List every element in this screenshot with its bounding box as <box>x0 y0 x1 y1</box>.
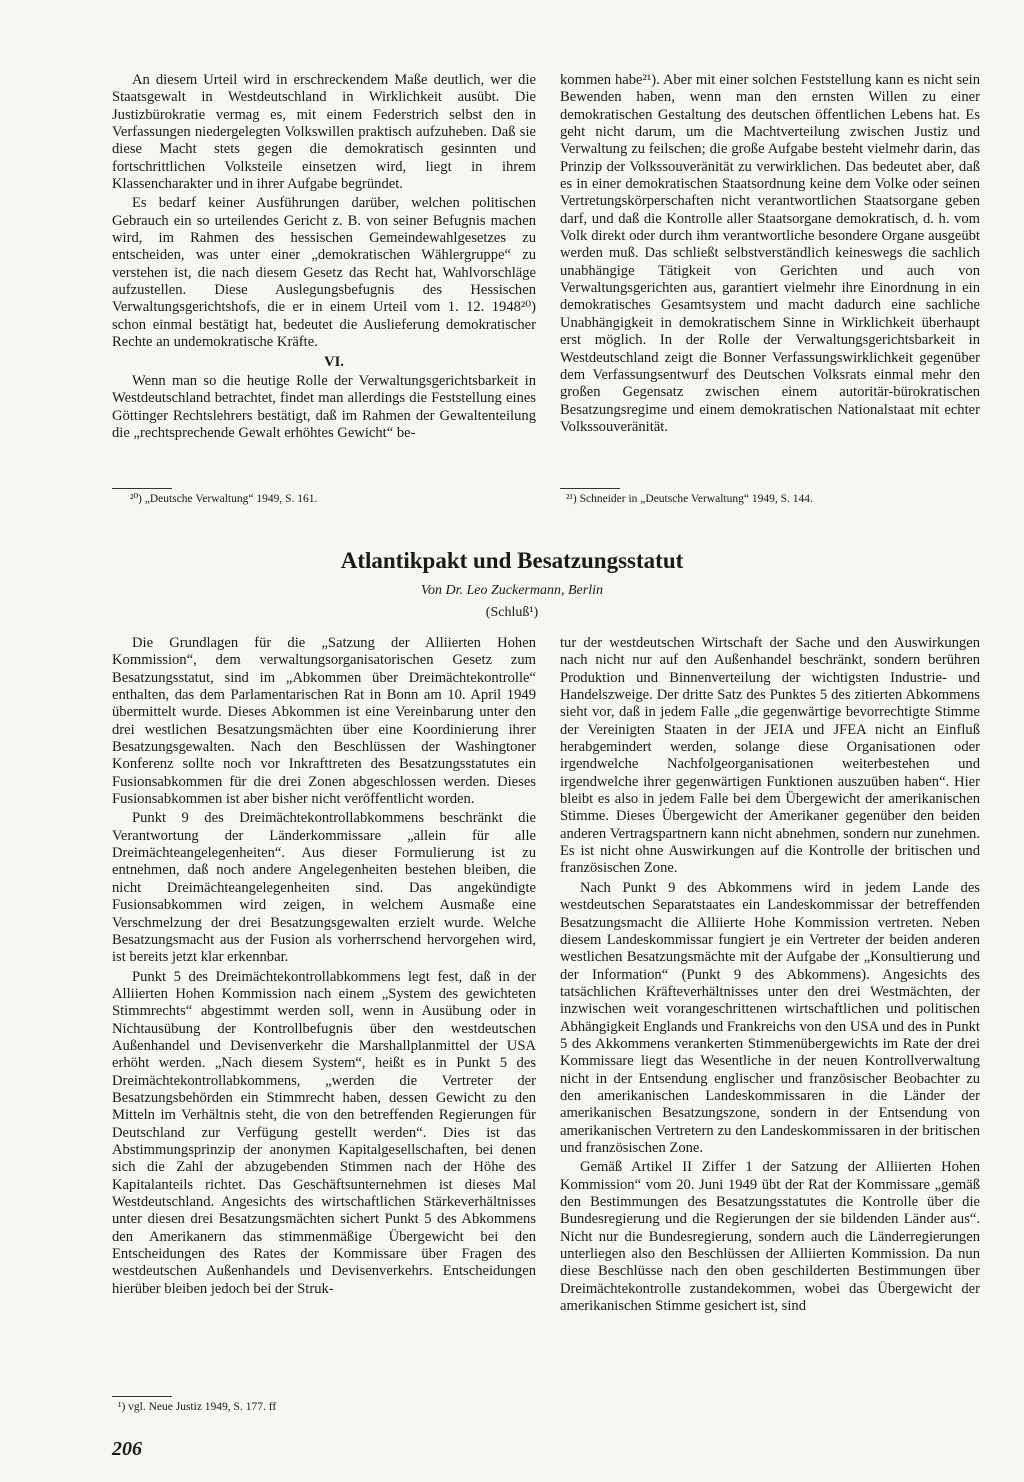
bottom-right-column <box>560 635 980 1315</box>
footnote-rule <box>560 488 620 489</box>
paragraph: Punkt 9 des Dreimächtekontrollabkommens beschränkt die Verantwortung der Länderkommissare „allein für alle Dreimächteangelegenheiten“. Aus dieser Formulierung ist zu entnehmen, daß noch andere Angelegenheiten bestehen bleiben, die nicht Dreimächteangelegenheiten sind. Das angekündigte Fusionsabkommen wird zeigen, in welchem Ausmaße eine Verschmelzung der drei Besatzungsgewalten erzielt wurde. Welche Besatzungsmacht aus der Fusion als vorherrschend hervorgehen wird, ist bereits jetzt klar erkennbar. <box>112 810 536 966</box>
paragraph: Wenn man so die heutige Rolle der Verwaltungsgerichtsbarkeit in Westdeutschland betrachtet, findet man allerdings die Feststellung eines Göttinger Rechtslehrers bestätigt, daß im Rahmen der Gewaltenteilung die „rechtsprechende Gewalt erhöhtes Gewicht“ be- <box>112 372 536 441</box>
paragraph: tur der westdeutschen Wirtschaft der Sache und den Auswirkungen nach nicht nur auf den Außenhandel beschränkt, sondern berühren Produktion und Binnenverteilung der wichtigsten Industrie- und Handelszweige. Der dritte Satz des Punktes 5 des zitierten Abkommens sieht vor, daß in jedem Falle „die gegenwärtige bevorrechtigte Stimme der Vereinigten Staaten in der JEIA und JFEA nicht an Einfluß herabgemindert werden, solange diese Organisationen oder irgendwelche Nachfolgeorganisationen weiterbestehen und irgendwelche ihrer gegenwärtigen Funktionen auszuüben haben“. Hier bleibt es also in jedem Falle bei dem Übergewicht der amerikanischen Stimme. Dieses Übergewicht der Amerikaner gegenüber den beiden anderen Vertragspartnern kann nicht abnehmen, sondern nur zunehmen. Es ist nicht ohne Auswirkungen auf die Kontrolle der britischen und französischen Zone. <box>560 635 980 877</box>
article-byline: Von Dr. Leo Zuckermann, Berlin <box>421 583 603 598</box>
paragraph: Nach Punkt 9 des Abkommens wird in jedem Lande des westdeutschen Separatstaates ein Landeskommissar der betreffenden Besatzungsmacht die Alliierte Hohe Kommission vertreten. Neben diesem Landeskommissar fungiert je ein Vertreter der beiden anderen westlichen Besatzungsmächte mit der Aufgabe der „Konsultierung und der Information“ (Punkt 9 des Abkommens). Angesichts des tatsächlichen Kräfteverhältnisses unter den drei Westmächten, der inzwischen weit vorangeschrittenen wirtschaftlichen und politischen Abhängigkeit Englands und Frankreichs von den USA und des in Punkt 5 des Akkommens verankerten Stimmenübergewichts im Rate der drei Kommissare liegt das Wesentliche in der neuen Kontrollverwaltung nicht in der Entsendung englischer und französischer Beobachter zu den amerikanischen Landeskommissaren in die Länder der amerikanischen Besatzungszone, sondern in der Entsendung von amerikanischen Vertretern zu den Landeskommissaren in der britischen und französischen Zone. <box>560 879 980 1156</box>
paragraph: Punkt 5 des Dreimächtekontrollabkommens legt fest, daß in der Alliierten Hohen Kommission nach einem „System des gewichteten Stimmrechts“ abgestimmt werden soll, wenn in Ausübung oder in Nichtausübung der Kontrollbefugnis über den westdeutschen Außenhandel und Devisenverkehr die Marshallplanmittel der USA erhöht werden. „Nach diesem System“, heißt es in Punkt 5 des Dreimächtekontrollabkommens, „werden die Vertreter der Besatzungsbehörden ein Stimmrecht haben, dessen Gewicht zu den Mitteln im Verhältnis steht, die von den betreffenden Regierungen für Deutschland zur Verfügung gestellt werden“. Dies ist das Abstimmungsprinzip der anonymen Kapitalgesellschaften, bei denen sich die Zahl der abzugebenden Stimmen nach der Höhe des Kapitalanteils richtet. Das Geschäftsunternehmen ist dieses Mal Westdeutschland. Angesichts des wirtschaftlichen Stärkeverhältnisses unter diesen drei Besatzungsmächten sichert Punkt 5 des Abkommens den Amerikanern das stimmenmäßige Übergewicht bei den Entscheidungen des Rates der Kommissare über Fragen des westdeutschen Außenhandels und Devisenverkehrs. Entscheidungen hierüber bleiben jedoch bei der Struk- <box>112 968 536 1297</box>
footnote-rule <box>112 1396 172 1397</box>
paragraph: kommen habe²¹). Aber mit einer solchen Feststellung kann es nicht sein Bewenden haben, wenn man den ernsten Willen zu einer demokratischen Gestaltung des deutschen öffentlichen Lebens hat. Es geht nicht darum, um die Machtverteilung zwischen Justiz und Verwaltung zu feilschen; die große Aufgabe besteht vielmehr darin, das Prinzip der Volkssouveränität zu verwirklichen. Das bedeutet aber, daß es in einer demokratischen Staatsordnung keine dem Volke oder seinen Vertretungskörperschaften nicht verantwortlichen Staatsorgane geben darf, und daß die Kontrolle aller Staatsorgane demokratisch, d. h. vom Volk direkt oder durch ihm verantwortliche besondere Organe ausgeübt werden muß. Das schließt selbstverständlich keineswegs die sachlich unabhängige Tätigkeit von Gerichten und auch von Verwaltungsgerichten aus, garantiert vielmehr ihre Einordnung in ein demokratisches Gesamtsystem und macht dadurch eine sachliche Unabhängigkeit in demokratischem Sinne in Wirklichkeit überhaupt erst möglich. In der Rolle der Verwaltungsgerichtsbarkeit in Westdeutschland zeigt die Bonner Verfassungswirklichkeit gegenüber dem Verfassungsentwurf des Deutschen Volksrats einmal mehr den großen Gegensatz zwischen einem autoritär-bürokratischen Besatzungsregime und einem demokratischen Nationalstaat mit echter Volkssouveränität. <box>560 72 980 435</box>
article-title: Atlantikpakt und Besatzungsstatut <box>340 548 684 573</box>
paragraph: Es bedarf keiner Ausführungen darüber, welchen politischen Gebrauch ein so urteilendes Gericht z. B. von seiner Befugnis machen wird, im Rahmen des hessischen Gemeindewahlgesetzes zu entscheiden, was unter einer „demokratischen Wählergruppe“ zu verstehen ist, die nach diesem Gesetz das Recht hat, Wahlvorschläge aufzustellen. Diese Auslegungsbefugnis des Hessischen Verwaltungsgerichtshofs, die er in einem Urteil vom 1. 12. 1948²⁰) schon einmal bestätigt hat, bedeutet die Auslieferung demokratischer Rechte an undemokratische Kräfte. <box>112 195 536 351</box>
footnote: ¹) vgl. Neue Justiz 1949, S. 177. ff <box>118 1401 277 1413</box>
top-right-column <box>560 72 980 436</box>
paragraph: Die Grundlagen für die „Satzung der Alliierten Hohen Kommission“, dem verwaltungsorganisatorischen Gesetz zum Besatzungsstatut, sind im „Abkommen über Dreimächtekontrolle“ enthalten, das dem Parlamentarischen Rat in Bonn am 10. April 1949 übermittelt wurde. Dieses Abkommen ist eine Vereinbarung unter den drei westlichen Besatzungsmächten über eine Koordinierung ihrer Besatzungsgewalten. Nach den Beschlüssen der Washingtoner Konferenz sollte noch vor Inkrafttreten des Besatzungsstatutes ein Fusionsabkommen für die drei Zonen abgeschlossen werden. Dieses Fusionsabkommen ist aber bisher nicht veröffentlicht worden. <box>112 635 536 808</box>
footnote: ²¹) Schneider in „Deutsche Verwaltung“ 1949, S. 144. <box>566 493 813 505</box>
section-number: VI. <box>324 353 344 370</box>
top-left-column <box>112 72 536 442</box>
article-note: (Schluß¹) <box>485 605 539 620</box>
paragraph: Gemäß Artikel II Ziffer 1 der Satzung der Alliierten Hohen Kommission“ vom 20. Juni 1949 übt der Rat der Kommissare „gemäß den Bestimmungen des Besatzungsstatutes die Kontrolle über die Bundesregierung und die Regierungen der sie bildenden Länder aus“. Nicht nur die Bundesregierung, sondern auch die Länderregierungen unterliegen also den Beschlüssen der Alliierten Kommission. Da nun diese Beschlüsse nach den oben geschilderten Bestimmungen über Dreimächtekontrolle zustandekommen, wobei das Übergewicht der amerikanischen Stimme gesichert ist, sind <box>560 1159 980 1315</box>
page-number: 206 <box>112 1438 142 1460</box>
paragraph: An diesem Urteil wird in erschreckendem Maße deutlich, wer die Staatsgewalt in Westdeutschland in Wirklichkeit ausübt. Die Justizbürokratie vermag es, mit einem Federstrich selbst den in Verfassungen niedergelegten Volkswillen praktisch aufzuheben. Daß sie diese Macht stets gegen die demokratisch gesinnten und fortschrittlichen Volksteile einsetzen wird, liegt in ihrem Klassencharakter und in ihrer Aufgabe begründet. <box>112 72 536 193</box>
bottom-left-column <box>112 635 536 1298</box>
footnote-rule <box>112 488 172 489</box>
footnote: ²⁰) „Deutsche Verwaltung“ 1949, S. 161. <box>130 493 318 505</box>
